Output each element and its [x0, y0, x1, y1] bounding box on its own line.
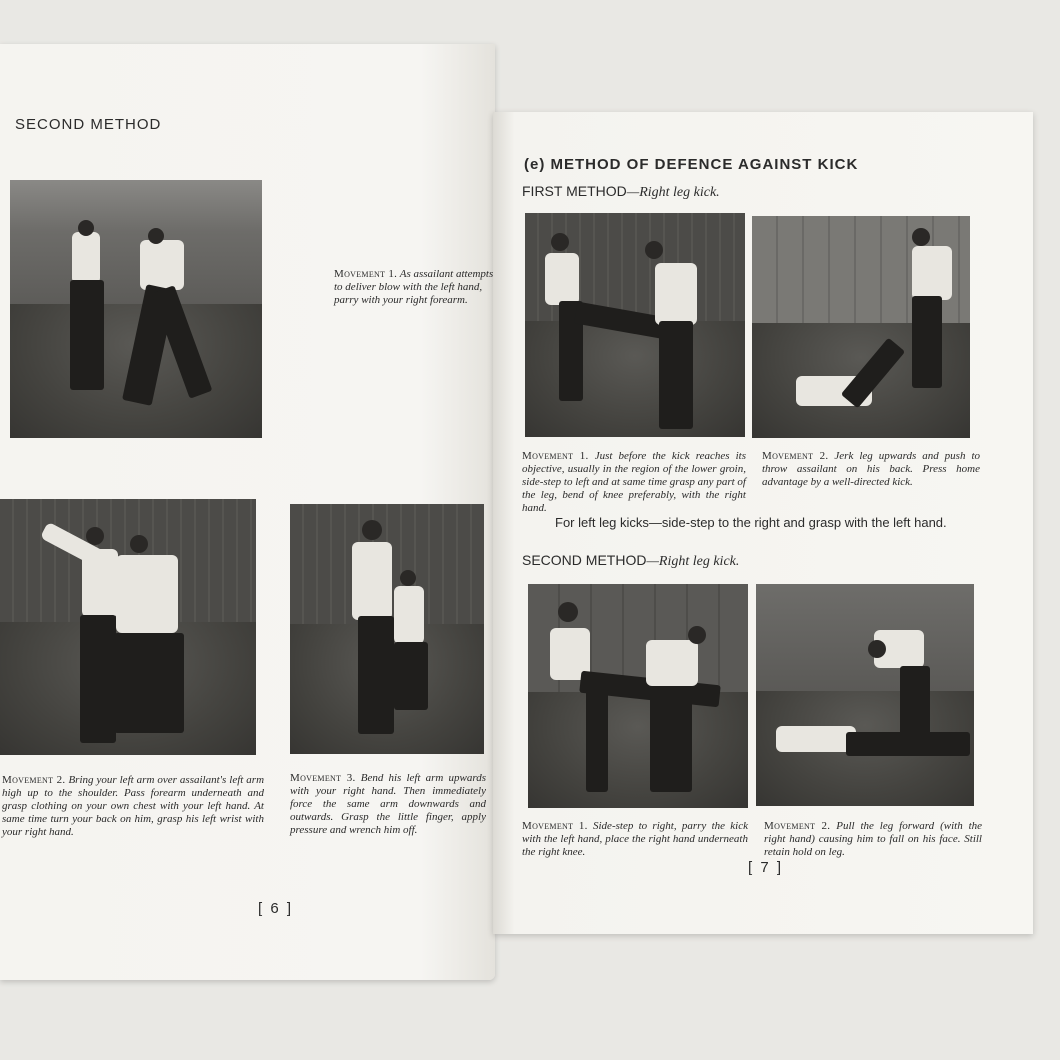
second-method-sub: —Right leg kick.: [646, 554, 740, 569]
photo-first-method-movement-1: [525, 213, 745, 437]
photo-first-method-movement-2: [752, 216, 970, 438]
caption-text: Pull the leg forward (with the right hand) causing him to fall on his face. Still retain hold on leg.: [764, 820, 983, 858]
caption-text: Bend his left arm upwards with your right hand. Then immediately force the same arm downwards and outwards. Grasp the little finger, apply pressure and wrench him off.: [290, 772, 486, 836]
caption-label: Movement 1.: [522, 820, 588, 832]
caption-label: Movement 2.: [762, 450, 829, 462]
caption-text: As assailant attempts to deliver blow with the left hand, parry with your right forearm.: [334, 268, 494, 306]
caption-label: Movement 3.: [290, 772, 356, 784]
caption-text: Side-step to right, parry the kick with the left hand, place the right hand underneath the right knee.: [522, 820, 749, 858]
caption-first-method-movement-1: [522, 450, 746, 515]
page-number-left: [ 6 ]: [258, 900, 294, 917]
right-page: [493, 112, 1033, 934]
photo-left-movement-1: [10, 180, 262, 438]
caption-label: Movement 2.: [764, 820, 831, 832]
caption-first-method-movement-2: [762, 450, 980, 489]
photo-second-method-movement-2: [756, 584, 974, 806]
right-page-heading: (e) METHOD OF DEFENCE AGAINST KICK: [524, 156, 859, 173]
caption-left-movement-1: [334, 268, 494, 307]
caption-second-method-movement-1: [522, 820, 748, 859]
caption-left-movement-2: [2, 774, 264, 839]
caption-text: Just before the kick reaches its objective, usually in the region of the lower groin, side-step to left and at same time grasp any part of the leg, bend of knee preferably, with the right hand.: [522, 450, 747, 514]
left-leg-note: For left leg kicks—side-step to the right and grasp with the left hand.: [555, 515, 947, 530]
photo-left-movement-3: [290, 504, 484, 754]
caption-label: Movement 1.: [522, 450, 589, 462]
page-number-right: [ 7 ]: [748, 859, 784, 876]
first-method-heading: [522, 183, 720, 201]
caption-left-movement-3: [290, 772, 486, 837]
second-method-label: SECOND METHOD: [522, 552, 647, 568]
caption-text: Bring your left arm over assailant's left arm high up to the shoulder. Pass forearm underneath and grasp clothing on your own chest with your left hand. At same time turn your back on him, grasp his left wrist with your right hand.: [2, 774, 265, 838]
second-method-heading: [522, 552, 739, 570]
photo-second-method-movement-1: [528, 584, 748, 808]
left-page-heading: SECOND METHOD: [15, 116, 162, 133]
left-page: [0, 44, 495, 980]
first-method-sub: —Right leg kick.: [626, 185, 720, 200]
first-method-label: FIRST METHOD: [522, 183, 627, 199]
caption-text: Jerk leg upwards and push to throw assailant on his back. Press home advantage by a well-directed kick.: [762, 450, 980, 488]
caption-second-method-movement-2: [764, 820, 982, 859]
photo-left-movement-2: [0, 499, 256, 755]
caption-label: Movement 1.: [334, 268, 398, 280]
caption-label: Movement 2.: [2, 774, 66, 786]
